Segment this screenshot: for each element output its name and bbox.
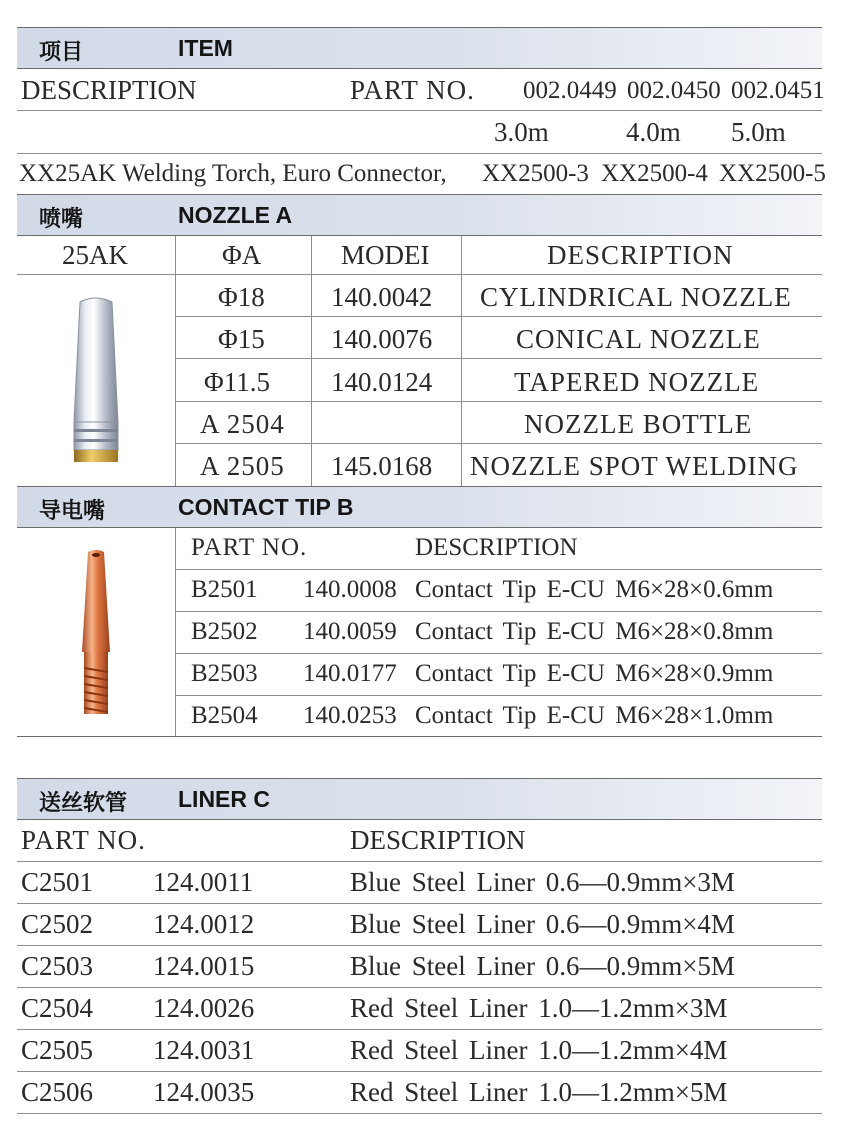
nozzle-header-desc: DESCRIPTION	[547, 240, 734, 270]
item-label-row	[17, 69, 825, 111]
nozzle-model: 140.0076	[331, 324, 433, 354]
liner-model: 124.0011	[153, 867, 254, 897]
contact-tip-table	[17, 528, 822, 737]
nozzle-section-header	[17, 194, 822, 236]
contact-tip-model: 140.0008	[303, 576, 397, 603]
part-number-3: 002.0451	[731, 77, 825, 104]
product-description: XX25AK Welding Torch, Euro Connector,	[19, 160, 447, 187]
contact-tip-header-part: PART NO.	[191, 534, 308, 561]
item-header-en: ITEM	[178, 35, 233, 61]
nozzle-desc: TAPERED NOZZLE	[514, 367, 760, 397]
nozzle-desc: CONICAL NOZZLE	[516, 324, 761, 354]
length-3: 5.0m	[731, 117, 786, 147]
description-label: DESCRIPTION	[21, 75, 197, 105]
contact-tip-header-en: CONTACT TIP B	[178, 494, 354, 520]
contact-tip-header-cn: 导电嘴	[39, 499, 106, 524]
liner-desc: Red Steel Liner 1.0—1.2mm×4M	[350, 1035, 728, 1065]
nozzle-desc: NOZZLE SPOT WELDING	[470, 451, 799, 481]
nozzle-model: 140.0124	[331, 367, 433, 397]
nozzle-col-label: 25AK	[62, 240, 128, 270]
liner-header-cn: 送丝软管	[39, 791, 128, 816]
liner-part: C2505	[21, 1035, 94, 1065]
item-header-cn: 项目	[39, 40, 84, 65]
liner-part: C2506	[21, 1077, 94, 1107]
item-product-row	[17, 154, 826, 194]
liner-part: C2502	[21, 909, 94, 939]
contact-tip-model: 140.0177	[303, 660, 397, 687]
contact-tip-section-header	[17, 487, 822, 528]
contact-tip-part: B2504	[191, 702, 258, 729]
item-length-row	[17, 111, 822, 154]
liner-desc: Blue Steel Liner 0.6—0.9mm×4M	[350, 909, 735, 939]
liner-desc: Blue Steel Liner 0.6—0.9mm×3M	[350, 867, 735, 897]
contact-tip-header-desc: DESCRIPTION	[415, 534, 578, 561]
liner-part: C2501	[21, 867, 94, 897]
contact-tip-desc: Contact Tip E-CU M6×28×0.8mm	[415, 618, 774, 645]
nozzle-size: Φ15	[218, 324, 265, 354]
liner-model: 124.0026	[153, 993, 255, 1023]
nozzle-size: Φ11.5	[204, 367, 270, 397]
liner-part: C2504	[21, 993, 94, 1023]
liner-part: C2503	[21, 951, 94, 981]
liner-desc: Red Steel Liner 1.0—1.2mm×3M	[350, 993, 728, 1023]
contact-tip-desc: Contact Tip E-CU M6×28×0.9mm	[415, 660, 774, 687]
model-1: XX2500-3	[482, 160, 589, 187]
contact-tip-model: 140.0253	[303, 702, 397, 729]
nozzle-size: Φ18	[218, 282, 265, 312]
contact-tip-model: 140.0059	[303, 618, 397, 645]
length-1: 3.0m	[494, 117, 549, 147]
contact-tip-desc: Contact Tip E-CU M6×28×0.6mm	[415, 576, 774, 603]
nozzle-table	[17, 236, 822, 487]
liner-model: 124.0012	[153, 909, 255, 939]
liner-header-desc: DESCRIPTION	[350, 825, 526, 855]
part-number-1: 002.0449	[523, 77, 617, 104]
nozzle-header-model: MODEI	[341, 240, 430, 270]
nozzle-header-size: ΦA	[222, 240, 262, 270]
liner-desc: Red Steel Liner 1.0—1.2mm×5M	[350, 1077, 728, 1107]
nozzle-size: A 2504	[200, 409, 285, 439]
part-no-label: PART NO.	[350, 75, 475, 105]
nozzle-model: 140.0042	[331, 282, 433, 312]
liner-section-header	[17, 778, 822, 820]
nozzle-image	[17, 276, 175, 484]
contact-tip-part: B2502	[191, 618, 258, 645]
model-2: XX2500-4	[601, 160, 708, 187]
nozzle-model: 145.0168	[331, 451, 433, 481]
liner-header-en: LINER C	[178, 786, 270, 812]
nozzle-header-en: NOZZLE A	[178, 202, 293, 228]
model-3: XX2500-5	[719, 160, 826, 187]
liner-model: 124.0015	[153, 951, 255, 981]
contact-tip-part: B2503	[191, 660, 258, 687]
contact-tip-image	[17, 528, 175, 736]
liner-model: 124.0035	[153, 1077, 255, 1107]
item-section-header	[17, 27, 822, 69]
length-2: 4.0m	[626, 117, 681, 147]
part-number-2: 002.0450	[627, 77, 721, 104]
nozzle-size: A 2505	[200, 451, 285, 481]
liner-table	[17, 820, 822, 1114]
contact-tip-part: B2501	[191, 576, 258, 603]
nozzle-desc: NOZZLE BOTTLE	[524, 409, 753, 439]
nozzle-desc: CYLINDRICAL NOZZLE	[480, 282, 792, 312]
liner-header-part: PART NO.	[21, 825, 146, 855]
liner-model: 124.0031	[153, 1035, 255, 1065]
nozzle-header-cn: 喷嘴	[39, 207, 84, 232]
liner-desc: Blue Steel Liner 0.6—0.9mm×5M	[350, 951, 735, 981]
catalog-page	[17, 27, 826, 1114]
contact-tip-desc: Contact Tip E-CU M6×28×1.0mm	[415, 702, 774, 729]
